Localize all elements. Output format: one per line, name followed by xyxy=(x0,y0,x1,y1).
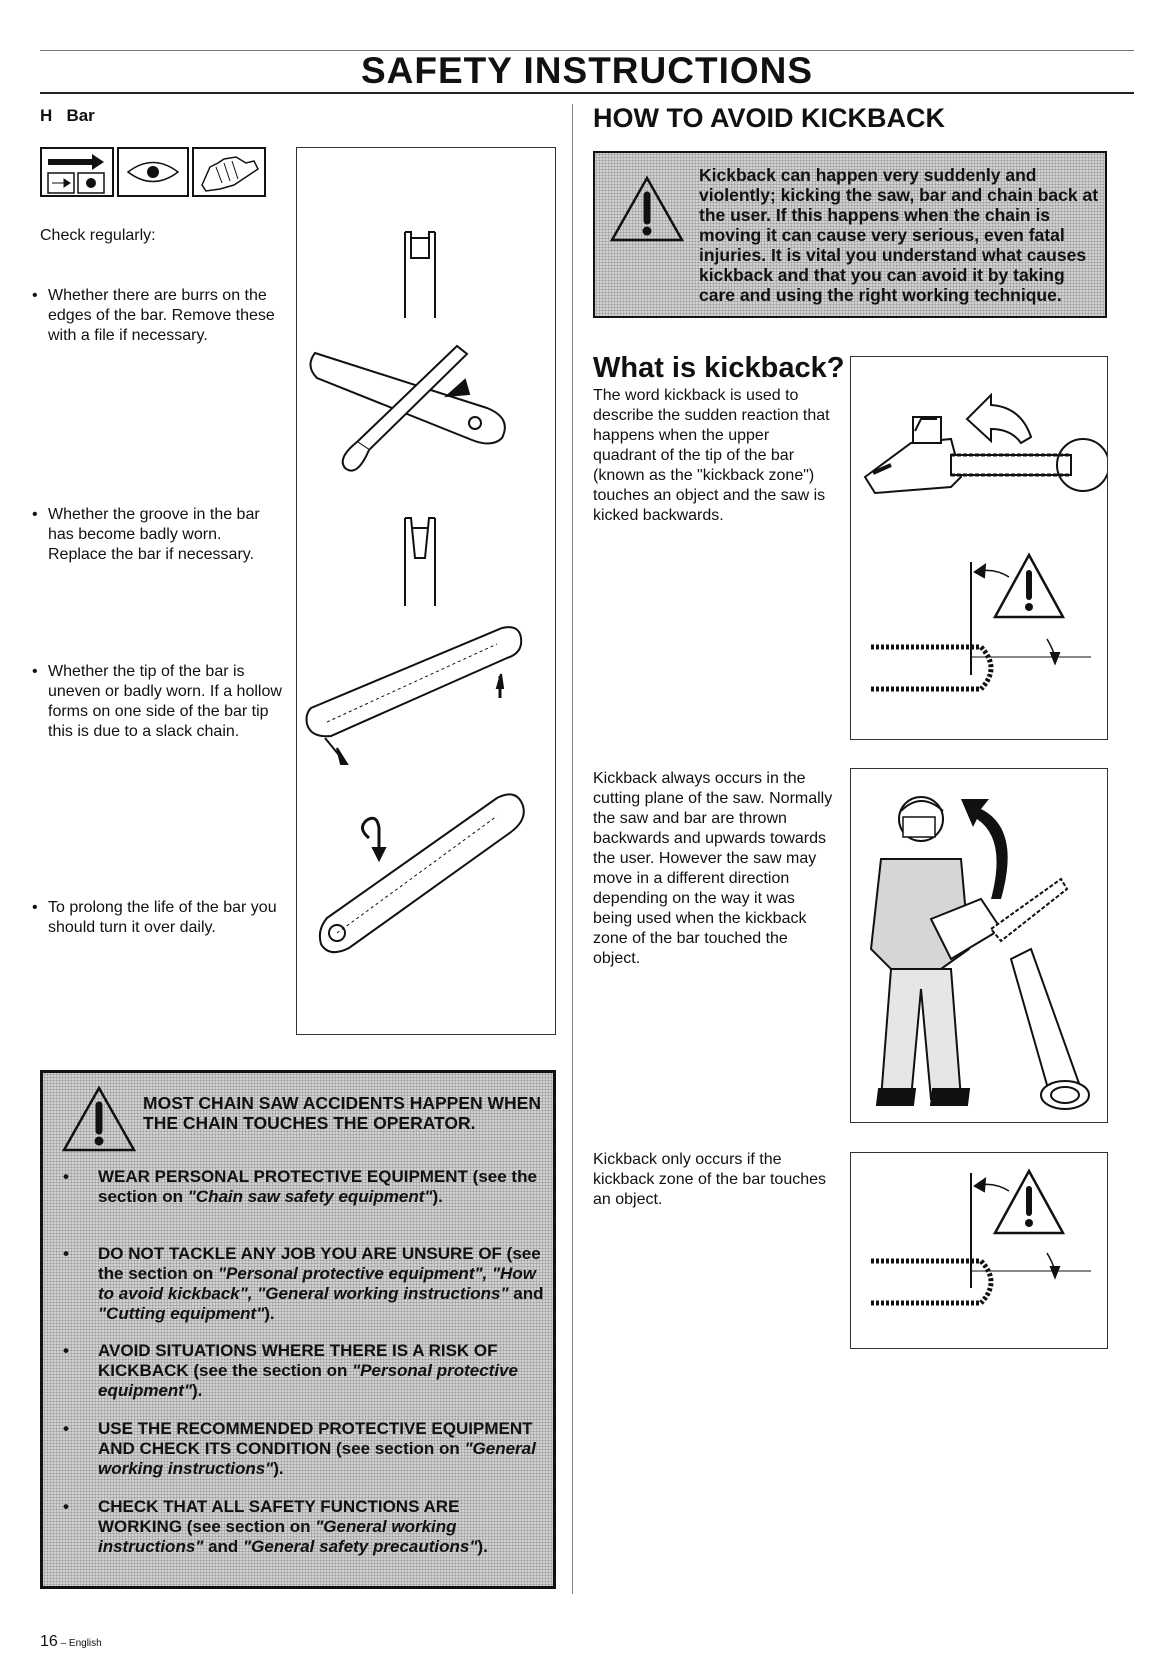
turn-over-bar-icon xyxy=(320,794,524,952)
glove-icon xyxy=(193,148,265,196)
operator-drawing xyxy=(851,769,1107,1122)
groove-profile-icon xyxy=(405,232,435,318)
warning-item-ppe: • WEAR PERSONAL PROTECTIVE EQUIPMENT (see the section on "Chain saw safety equipment"). xyxy=(63,1167,537,1206)
read-manual-icon xyxy=(41,148,113,196)
bar-with-file-icon xyxy=(310,346,504,471)
accident-warning-box xyxy=(40,1070,556,1589)
bar-section-heading: H Bar xyxy=(40,106,95,125)
log-icon xyxy=(1011,949,1089,1109)
pictogram-row xyxy=(40,145,270,200)
bar-tip-icon xyxy=(307,627,522,764)
operator-kickback-illustration xyxy=(850,768,1108,1123)
eye-protection-icon xyxy=(118,148,188,196)
page-footer xyxy=(40,1633,102,1651)
kickback-arrow-icon xyxy=(967,395,1031,443)
bar-illustrations xyxy=(297,148,555,1034)
bar-illustration-panel xyxy=(296,147,556,1035)
what-is-kickback-heading: What is kickback? xyxy=(593,352,845,384)
kickback-warning-box xyxy=(593,151,1107,318)
chain-tip-diagram xyxy=(871,562,1091,689)
warning-item-unsure: • DO NOT TACKLE ANY JOB YOU ARE UNSURE OF (see the section on "Personal protective equipment", "How to avoid kickback", "General working instructions" and "Cutting equipment"). xyxy=(63,1244,544,1323)
warning-item-safety-functions: • CHECK THAT ALL SAFETY FUNCTIONS ARE WORKING (see section on "General working instructions" and "General safety precautions"). xyxy=(63,1497,488,1556)
warning-item-protective: • USE THE RECOMMENDED PROTECTIVE EQUIPMENT AND CHECK ITS CONDITION (see section on "General working instructions"). xyxy=(63,1419,536,1478)
kickback-definition-text: The word kickback is used to describe the sudden reaction that happens when the upper quadrant of the tip of the bar (known as the "kickback zone") touches an object and the saw is kicked backwards. xyxy=(593,387,830,524)
worn-groove-profile-icon xyxy=(405,518,435,606)
check-regularly-text: Check regularly: xyxy=(40,227,156,244)
footer-language: – English xyxy=(57,1638,102,1649)
accident-warning-heading: MOST CHAIN SAW ACCIDENTS HAPPEN WHEN THE CHAIN TOUCHES THE OPERATOR. xyxy=(143,1093,541,1133)
kickback-plane-text: Kickback always occurs in the cutting plane of the saw. Normally the saw and bar are thrown backwards and upwards towards the user. However the saw may move in a different direction depending on the way it was being used when the kickback zone of the bar touched the object. xyxy=(593,770,833,967)
warning-triangle-icon xyxy=(995,555,1063,617)
kickback-zone-contact-illustration xyxy=(850,1152,1108,1349)
kickback-zone-illustration xyxy=(850,356,1108,740)
warning-item-kickback: • AVOID SITUATIONS WHERE THERE IS A RISK OF KICKBACK (see the section on "Personal protective equipment"). xyxy=(63,1341,518,1400)
kickback-arrow-icon xyxy=(961,799,1008,899)
bullet-turn-bar: • To prolong the life of the bar you should turn it over daily. xyxy=(32,899,277,936)
bullet-burrs: • Whether there are burrs on the edges of the bar. Remove these with a file if necessary. xyxy=(32,287,275,344)
title-rule xyxy=(40,92,1134,94)
kickback-zone-drawing xyxy=(851,357,1107,739)
column-divider xyxy=(572,104,573,1594)
chain-tip-contact-drawing xyxy=(851,1153,1107,1348)
warning-triangle-icon xyxy=(61,1085,137,1153)
kickback-section-heading: HOW TO AVOID KICKBACK xyxy=(593,103,945,133)
kickback-warning-text: Kickback can happen very suddenly and violently; kicking the saw, bar and chain back at the user. If this happens when the chain is moving it can cause very serious, even fatal injuries. It is vital you understand what causes kickback and that you can avoid it by taking care and using the right working technique. xyxy=(699,165,1099,305)
page-title: SAFETY INSTRUCTIONS xyxy=(360,50,814,91)
warning-triangle-icon xyxy=(609,175,685,243)
warning-triangle-icon xyxy=(995,1171,1063,1233)
page-number: 16 xyxy=(40,1633,58,1650)
bullet-tip: • Whether the tip of the bar is uneven or badly worn. If a hollow forms on one side of the bar tip this is due to a slack chain. xyxy=(32,663,282,740)
bullet-groove: • Whether the groove in the bar has become badly worn. Replace the bar if necessary. xyxy=(32,506,260,563)
chain-tip-diagram xyxy=(871,1173,1091,1303)
kickback-zone-text: Kickback only occurs if the kickback zone of the bar touches an object. xyxy=(593,1151,827,1208)
